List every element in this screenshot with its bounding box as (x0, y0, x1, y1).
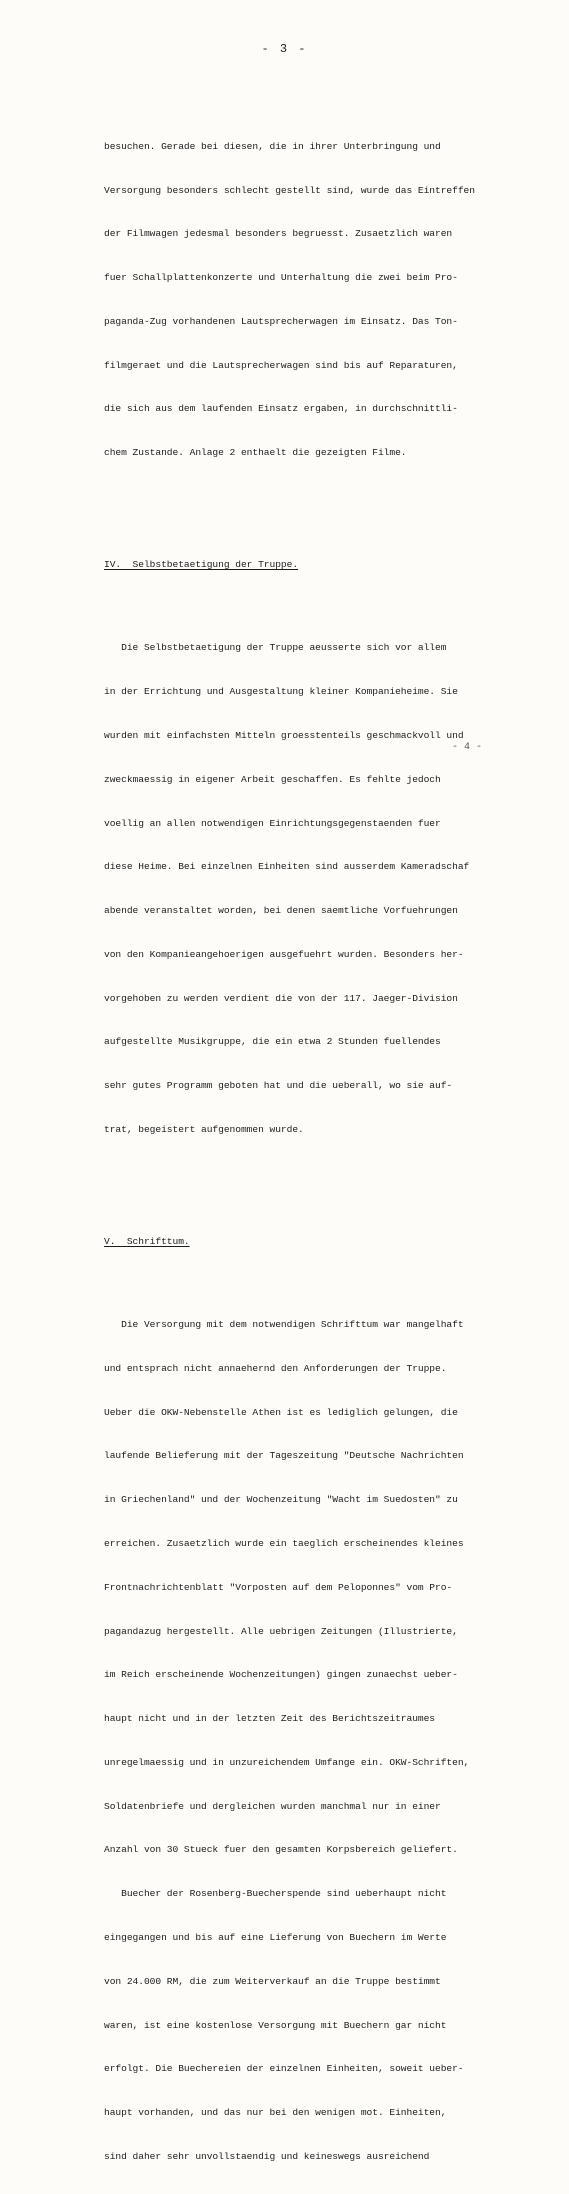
body-line: die sich aus dem laufenden Einsatz ergaben, in durchschnittli- (104, 403, 458, 415)
body-line: sehr gutes Programm geboten hat und die ueberall, wo sie auf- (104, 1080, 453, 1092)
body-line: haupt nicht und in der letzten Zeit des Berichtszeitraumes (104, 1713, 436, 1725)
body-line: Anzahl von 30 Stueck fuer den gesamten Korpsbereich geliefert. (104, 1844, 458, 1856)
body-line: im Reich erscheinende Wochenzeitungen) gingen zunaechst ueber- (104, 1669, 458, 1681)
body-line: zweckmaessig in eigener Arbeit geschaffen. Es fehlte jedoch (104, 773, 441, 785)
body-line: in der Errichtung und Ausgestaltung kleiner Kompanieheime. Sie (104, 686, 458, 698)
document-body (104, 96, 564, 2194)
body-line: eingegangen und bis auf eine Lieferung von Buechern im Werte (104, 1932, 447, 1944)
body-line: Buecher der Rosenberg-Buecherspende sind ueberhaupt nicht (104, 1888, 447, 1900)
page-number: - 3 - (261, 42, 308, 56)
body-line: von den Kompanieangehoerigen ausgefuehrt wurden. Besonders her- (104, 948, 464, 960)
body-line: abende veranstaltet worden, bei denen saemtliche Vorfuehrungen (104, 905, 458, 917)
body-line: waren, ist eine kostenlose Versorgung mit Buechern gar nicht (104, 2019, 447, 2031)
body-line: von 24.000 RM, die zum Weiterverkauf an die Truppe bestimmt (104, 1975, 441, 1987)
body-line: pagandazug hergestellt. Alle uebrigen Zeitungen (Illustrierte, (104, 1625, 458, 1637)
body-line: wurden mit einfachsten Mitteln groesstenteils geschmackvoll und (104, 729, 464, 741)
body-line: filmgeraet und die Lautsprecherwagen sind bis auf Reparaturen, (104, 359, 458, 371)
body-line: fuer Schallplattenkonzerte und Unterhaltung die zwei beim Pro- (104, 272, 458, 284)
body-line: laufende Belieferung mit der Tageszeitung "Deutsche Nachrichten (104, 1450, 464, 1462)
body-line: trat, begeistert aufgenommen wurde. (104, 1123, 304, 1135)
body-line: haupt vorhanden, und das nur bei den wenigen mot. Einheiten, (104, 2107, 447, 2119)
body-line: unregelmaessig und in unzureichendem Umfange ein. OKW-Schriften, (104, 1756, 470, 1768)
body-line: der Filmwagen jedesmal besonders begruesst. Zusaetzlich waren (104, 228, 453, 240)
body-line: Die Selbstbetaetigung der Truppe aeusserte sich vor allem (104, 642, 447, 654)
body-line: erfolgt. Die Buechereien der einzelnen Einheiten, soweit ueber- (104, 2063, 464, 2075)
body-line: vorgehoben zu werden verdient die von der 117. Jaeger-Division (104, 992, 458, 1004)
body-line: in Griechenland" und der Wochenzeitung "Wacht im Suedosten" zu (104, 1494, 458, 1506)
page-footer-mark: - 4 - (452, 742, 483, 753)
body-line: Soldatenbriefe und dergleichen wurden manchmal nur in einer (104, 1800, 441, 1812)
body-line: aufgestellte Musikgruppe, die ein etwa 2 Stunden fuellendes (104, 1036, 441, 1048)
section-heading-iv: IV. Selbstbetaetigung der Truppe. (104, 559, 299, 571)
body-line: erreichen. Zusaetzlich wurde ein taeglich erscheinendes kleines (104, 1538, 464, 1549)
body-line: Versorgung besonders schlecht gestellt sind, wurde das Eintreffen (104, 184, 475, 196)
body-line: besuchen. Gerade bei diesen, die in ihrer Unterbringung und (104, 140, 441, 152)
body-line: Ueber die OKW-Nebenstelle Athen ist es lediglich gelungen, die (104, 1406, 458, 1418)
body-line: und entsprach nicht annaehernd den Anforderungen der Truppe. (104, 1362, 447, 1374)
body-line: diese Heime. Bei einzelnen Einheiten sind ausserdem Kameradschaf (104, 861, 470, 873)
body-line: voellig an allen notwendigen Einrichtungsgegenstaenden fuer (104, 817, 441, 829)
body-line: sind daher sehr unvollstaendig und keineswegs ausreichend (104, 2150, 430, 2162)
body-line: paganda-Zug vorhandenen Lautsprecherwagen im Einsatz. Das Ton- (104, 315, 458, 327)
body-line: chem Zustande. Anlage 2 enthaelt die gezeigten Filme. (104, 447, 407, 459)
section-heading-v: V. Schrifttum. (104, 1236, 190, 1248)
body-line: Die Versorgung mit dem notwendigen Schrifttum war mangelhaft (104, 1319, 464, 1331)
body-line: Frontnachrichtenblatt "Vorposten auf dem Peloponnes" vom Pro- (104, 1581, 453, 1593)
